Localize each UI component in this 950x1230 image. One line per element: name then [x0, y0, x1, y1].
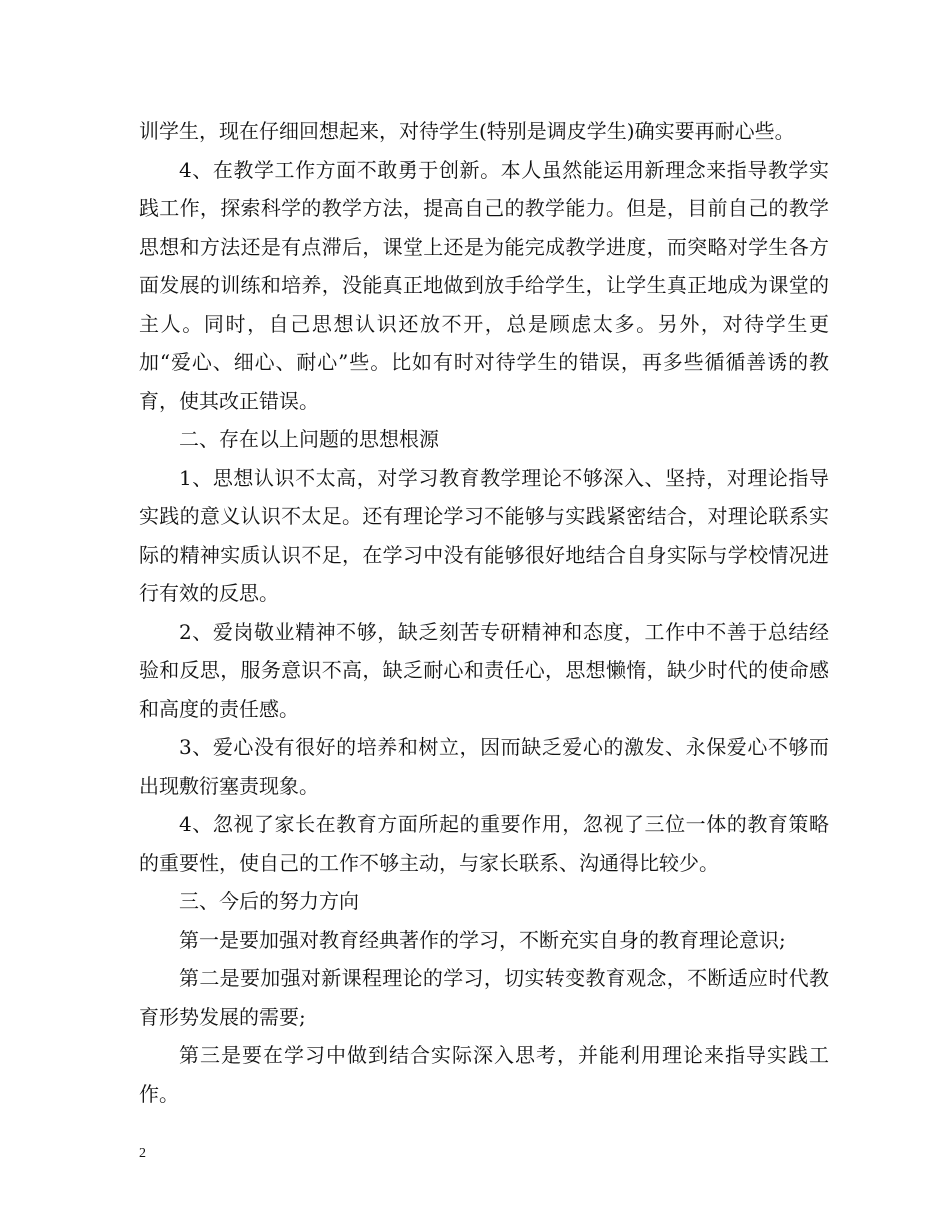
- paragraph-cause-2: 2、爱岗敬业精神不够，缺乏刻苦专研精神和态度，工作中不善于总结经验和反思，服务意识不高，缺乏耐心和责任心，思想懒惰，缺少时代的使命感和高度的责任感。: [139, 619, 829, 721]
- paragraph-cause-3: 3、爱心没有很好的培养和树立，因而缺乏爱心的激发、永保爱心不够而出现敷衍塞责现象。: [139, 735, 829, 798]
- paragraph-cause-1: 1、思想认识不太高，对学习教育教学理论不够深入、坚持，对理论指导实践的意义认识不太足。还有理论学习不能够与实践紧密结合，对理论联系实际的精神实质认识不足，在学习中没有能够很好地结合自身实际与学校情况进行有效的反思。: [139, 465, 829, 605]
- paragraph-goal-3: 第三是要在学习中做到结合实际深入思考，并能利用理论来指导实践工作。: [139, 1043, 829, 1106]
- page-number: 2: [139, 1146, 146, 1161]
- paragraph-cause-4: 4、忽视了家长在教育方面所起的重要作用，忽视了三位一体的教育策略的重要性，使自己的工作不够主动，与家长联系、沟通得比较少。: [139, 812, 829, 875]
- section-heading-future-direction: 三、今后的努力方向: [179, 889, 359, 913]
- paragraph-goal-1: 第一是要加强对教育经典著作的学习，不断充实自身的教育理论意识;: [179, 927, 786, 952]
- section-heading-root-causes: 二、存在以上问题的思想根源: [179, 427, 439, 451]
- document-body: [139, 112, 829, 1113]
- paragraph-goal-2: 第二是要加强对新课程理论的学习，切实转变教育观念，不断适应时代教育形势发展的需要;: [139, 966, 829, 1029]
- paragraph-innovation: 4、在教学工作方面不敢勇于创新。本人虽然能运用新理念来指导教学实践工作，探索科学的教学方法，提高自己的教学能力。但是，目前自己的教学思想和方法还是有点滞后，课堂上还是为能完成教学进度，而突略对学生各方面发展的训练和培养，没能真正地做到放手给学生，让学生真正地成为课堂的主人。同时，自己思想认识还放不开，总是顾虑太多。另外，对待学生更加“爱心、细心、耐心”些。比如有时对待学生的错误，再多些循循善诱的教育，使其改正错误。: [139, 157, 829, 413]
- paragraph-continued: 训学生，现在仔细回想起来，对待学生(特别是调皮学生)确实要再耐心些。: [139, 119, 795, 143]
